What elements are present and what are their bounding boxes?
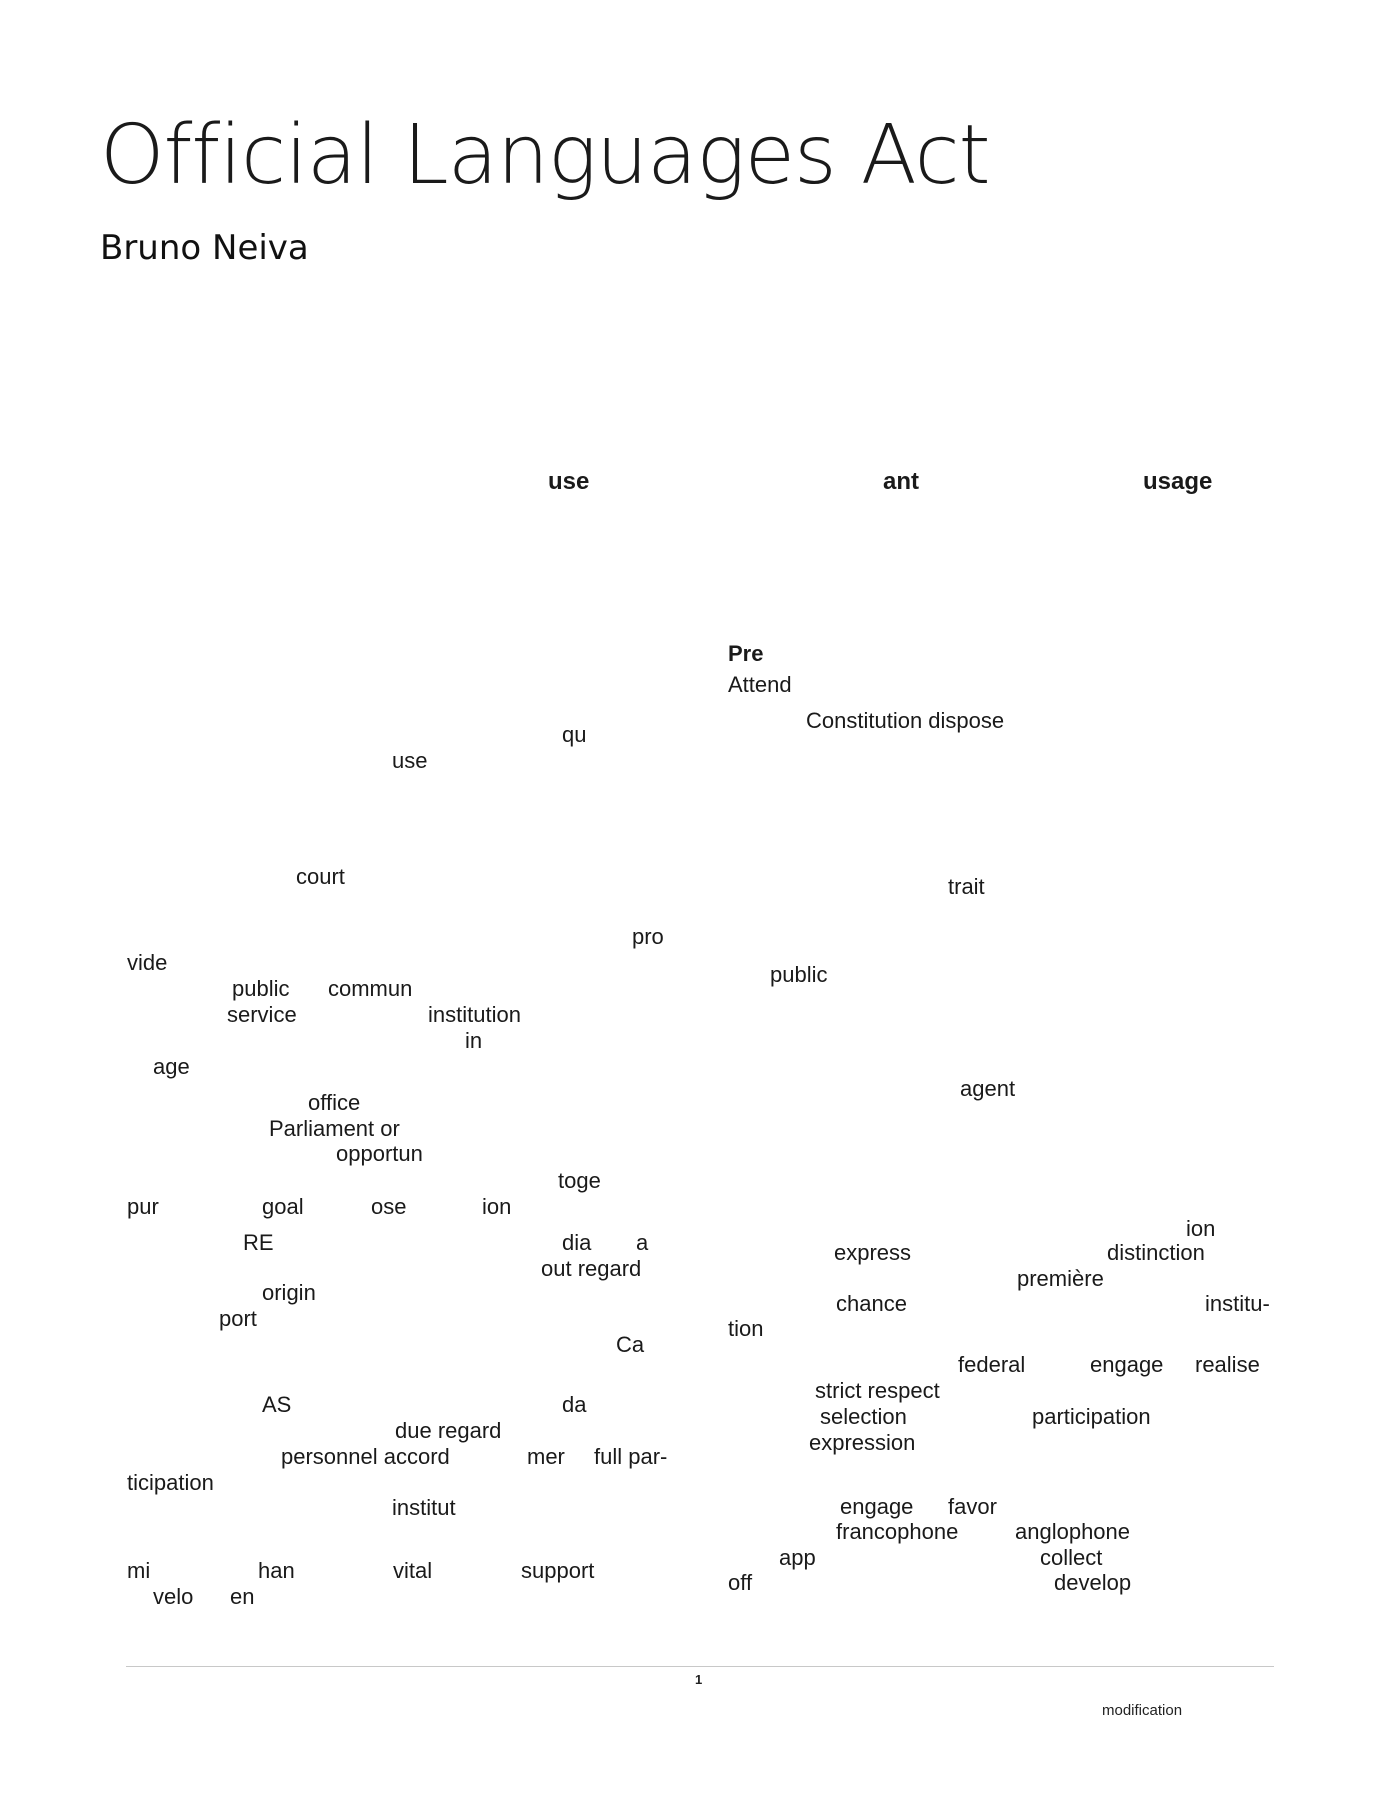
word-francophone: francophone (836, 1519, 959, 1544)
word-public-right: public (770, 962, 828, 987)
word-distinction: distinction (1107, 1240, 1205, 1265)
word-selection: selection (820, 1404, 907, 1429)
word-anglophone: anglophone (1015, 1519, 1131, 1544)
word-origin: origin (262, 1280, 316, 1305)
word-han: han (258, 1558, 295, 1583)
word-engage-right: engage (1090, 1352, 1164, 1377)
word-trait: trait (948, 874, 985, 899)
word-ticipation: ticipation (127, 1470, 214, 1495)
word-qu: qu (562, 722, 587, 747)
word-office: office (308, 1090, 361, 1115)
word-court: court (296, 864, 345, 889)
footer-note: modification (1102, 1702, 1183, 1719)
word-en: en (230, 1584, 255, 1609)
word-develop: develop (1054, 1570, 1132, 1595)
page-title: Official Languages Act (100, 108, 990, 203)
word-out-regard: out regard (541, 1256, 642, 1281)
word-ose: ose (371, 1194, 407, 1219)
word-strict-respect: strict respect (815, 1378, 940, 1403)
word-ion-left: ion (482, 1194, 512, 1219)
word-institut: institut (392, 1495, 456, 1520)
word-due-regard: due regard (395, 1418, 502, 1443)
word-opportun: opportun (336, 1141, 423, 1166)
word-service: service (227, 1002, 297, 1027)
word-mer: mer (527, 1444, 565, 1469)
word-port: port (219, 1306, 257, 1331)
word-pro: pro (632, 924, 664, 949)
word-app: app (779, 1545, 816, 1570)
word-use-top: use (548, 468, 590, 495)
word-attend: Attend (728, 672, 792, 697)
word-use-mid: use (392, 748, 428, 773)
word-tion: tion (728, 1316, 764, 1341)
word-in: in (465, 1028, 483, 1053)
author-name: Bruno Neiva (100, 228, 309, 268)
page-number: 1 (695, 1672, 703, 1687)
word-as: AS (262, 1392, 292, 1417)
word-collect: collect (1040, 1545, 1103, 1570)
word-goal: goal (262, 1194, 304, 1219)
word-favor: favor (948, 1494, 997, 1519)
word-engage-mid: engage (840, 1494, 914, 1519)
word-ca: Ca (616, 1332, 645, 1357)
word-a: a (636, 1230, 649, 1255)
word-pre: Pre (728, 641, 764, 666)
word-agent: agent (960, 1076, 1016, 1101)
word-express: express (834, 1240, 912, 1265)
word-ion-right: ion (1186, 1216, 1216, 1241)
word-institution: institution (428, 1002, 521, 1027)
footer-divider (126, 1666, 1274, 1667)
word-toge: toge (558, 1168, 601, 1193)
word-full-par: full par- (594, 1444, 668, 1469)
word-velo: velo (153, 1584, 194, 1609)
word-re: RE (243, 1230, 274, 1255)
word-mi: mi (127, 1558, 151, 1583)
word-expression: expression (809, 1430, 916, 1455)
word-realise: realise (1195, 1352, 1260, 1377)
word-constitution-dispose: Constitution dispose (806, 708, 1005, 733)
word-parliament-or: Parliament or (269, 1116, 400, 1141)
word-dia: dia (562, 1230, 592, 1255)
word-institu: institu- (1205, 1291, 1270, 1316)
word-premiere: première (1017, 1266, 1104, 1291)
word-federal: federal (958, 1352, 1026, 1377)
word-age: age (153, 1054, 190, 1079)
word-vital: vital (393, 1558, 433, 1583)
word-public-left: public (232, 976, 290, 1001)
word-chance: chance (836, 1291, 907, 1316)
word-vide: vide (127, 950, 168, 975)
word-participation: participation (1032, 1404, 1151, 1429)
word-ant: ant (883, 468, 919, 495)
word-commun: commun (328, 976, 413, 1001)
word-support: support (521, 1558, 595, 1583)
word-off: off (728, 1570, 753, 1595)
word-pur: pur (127, 1194, 159, 1219)
word-da: da (562, 1392, 587, 1417)
word-personnel-accord: personnel accord (281, 1444, 450, 1469)
word-usage: usage (1143, 468, 1213, 495)
